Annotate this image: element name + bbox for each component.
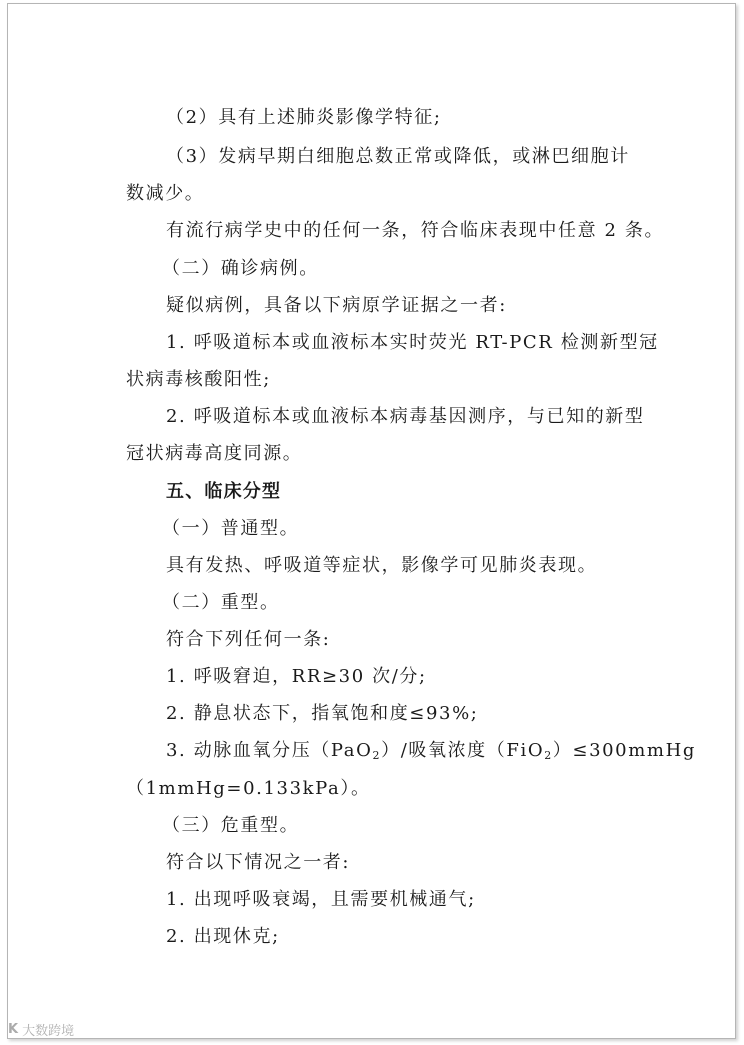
heading-confirmed-cases: （二）确诊病例。 (162, 258, 319, 279)
heading-critical-type: （三）危重型。 (162, 815, 300, 836)
text-line-confirmed-criterion-2-cont: 冠状病毒高度同源。 (126, 443, 303, 464)
text-line-severe-criterion-1: 1. 呼吸窘迫，RR≥30 次/分; (166, 666, 427, 687)
text-line-confirmed-intro: 疑似病例，具备以下病原学证据之一者: (166, 295, 507, 316)
text-line-severe-criterion-3 (166, 740, 696, 762)
heading-ordinary-type: （一）普通型。 (162, 518, 300, 539)
watermark (8, 1020, 74, 1039)
text-line-severe-criterion-3-cont: （1mmHg=0.133kPa）。 (126, 778, 371, 799)
oxygen-suffix: ）≤300mmHg (552, 740, 696, 761)
text-line-confirmed-criterion-1: 1. 呼吸道标本或血液标本实时荧光 RT-PCR 检测新型冠 (166, 332, 659, 353)
text-line-suspected-criterion-3: （3）发病早期白细胞总数正常或降低，或淋巴细胞计 (166, 146, 630, 167)
text-line-suspected-rule: 有流行病学史中的任何一条，符合临床表现中任意 2 条。 (166, 220, 665, 241)
oxygen-subscript-2: 2 (544, 749, 553, 762)
oxygen-subscript-1: 2 (372, 749, 382, 762)
text-line-critical-intro: 符合以下情况之一者: (166, 852, 351, 873)
text-line-confirmed-criterion-1-cont: 状病毒核酸阳性; (126, 369, 271, 390)
watermark-logo: K (8, 1022, 19, 1037)
text-line-critical-criterion-2: 2. 出现休克; (166, 926, 280, 947)
watermark-text: 大数跨境 (22, 1024, 75, 1039)
oxygen-middle: ）/吸氧浓度（FiO (381, 740, 545, 761)
text-line-suspected-criterion-2: （2）具有上述肺炎影像学特征; (166, 107, 442, 128)
text-line-confirmed-criterion-2: 2. 呼吸道标本或血液标本病毒基因测序，与已知的新型 (166, 406, 645, 427)
heading-severe-type: （二）重型。 (162, 592, 280, 613)
oxygen-prefix: 3. 动脉血氧分压（PaO (166, 740, 373, 761)
text-line-severe-criterion-2: 2. 静息状态下，指氧饱和度≤93%; (166, 703, 479, 724)
text-line-severe-intro: 符合下列任何一条: (166, 629, 331, 650)
text-line-suspected-criterion-3-cont: 数减少。 (126, 183, 205, 204)
section-heading-clinical-classification: 五、临床分型 (166, 481, 282, 502)
text-line-ordinary-description: 具有发热、呼吸道等症状，影像学可见肺炎表现。 (166, 555, 598, 576)
text-line-critical-criterion-1: 1. 出现呼吸衰竭，且需要机械通气; (166, 889, 476, 910)
